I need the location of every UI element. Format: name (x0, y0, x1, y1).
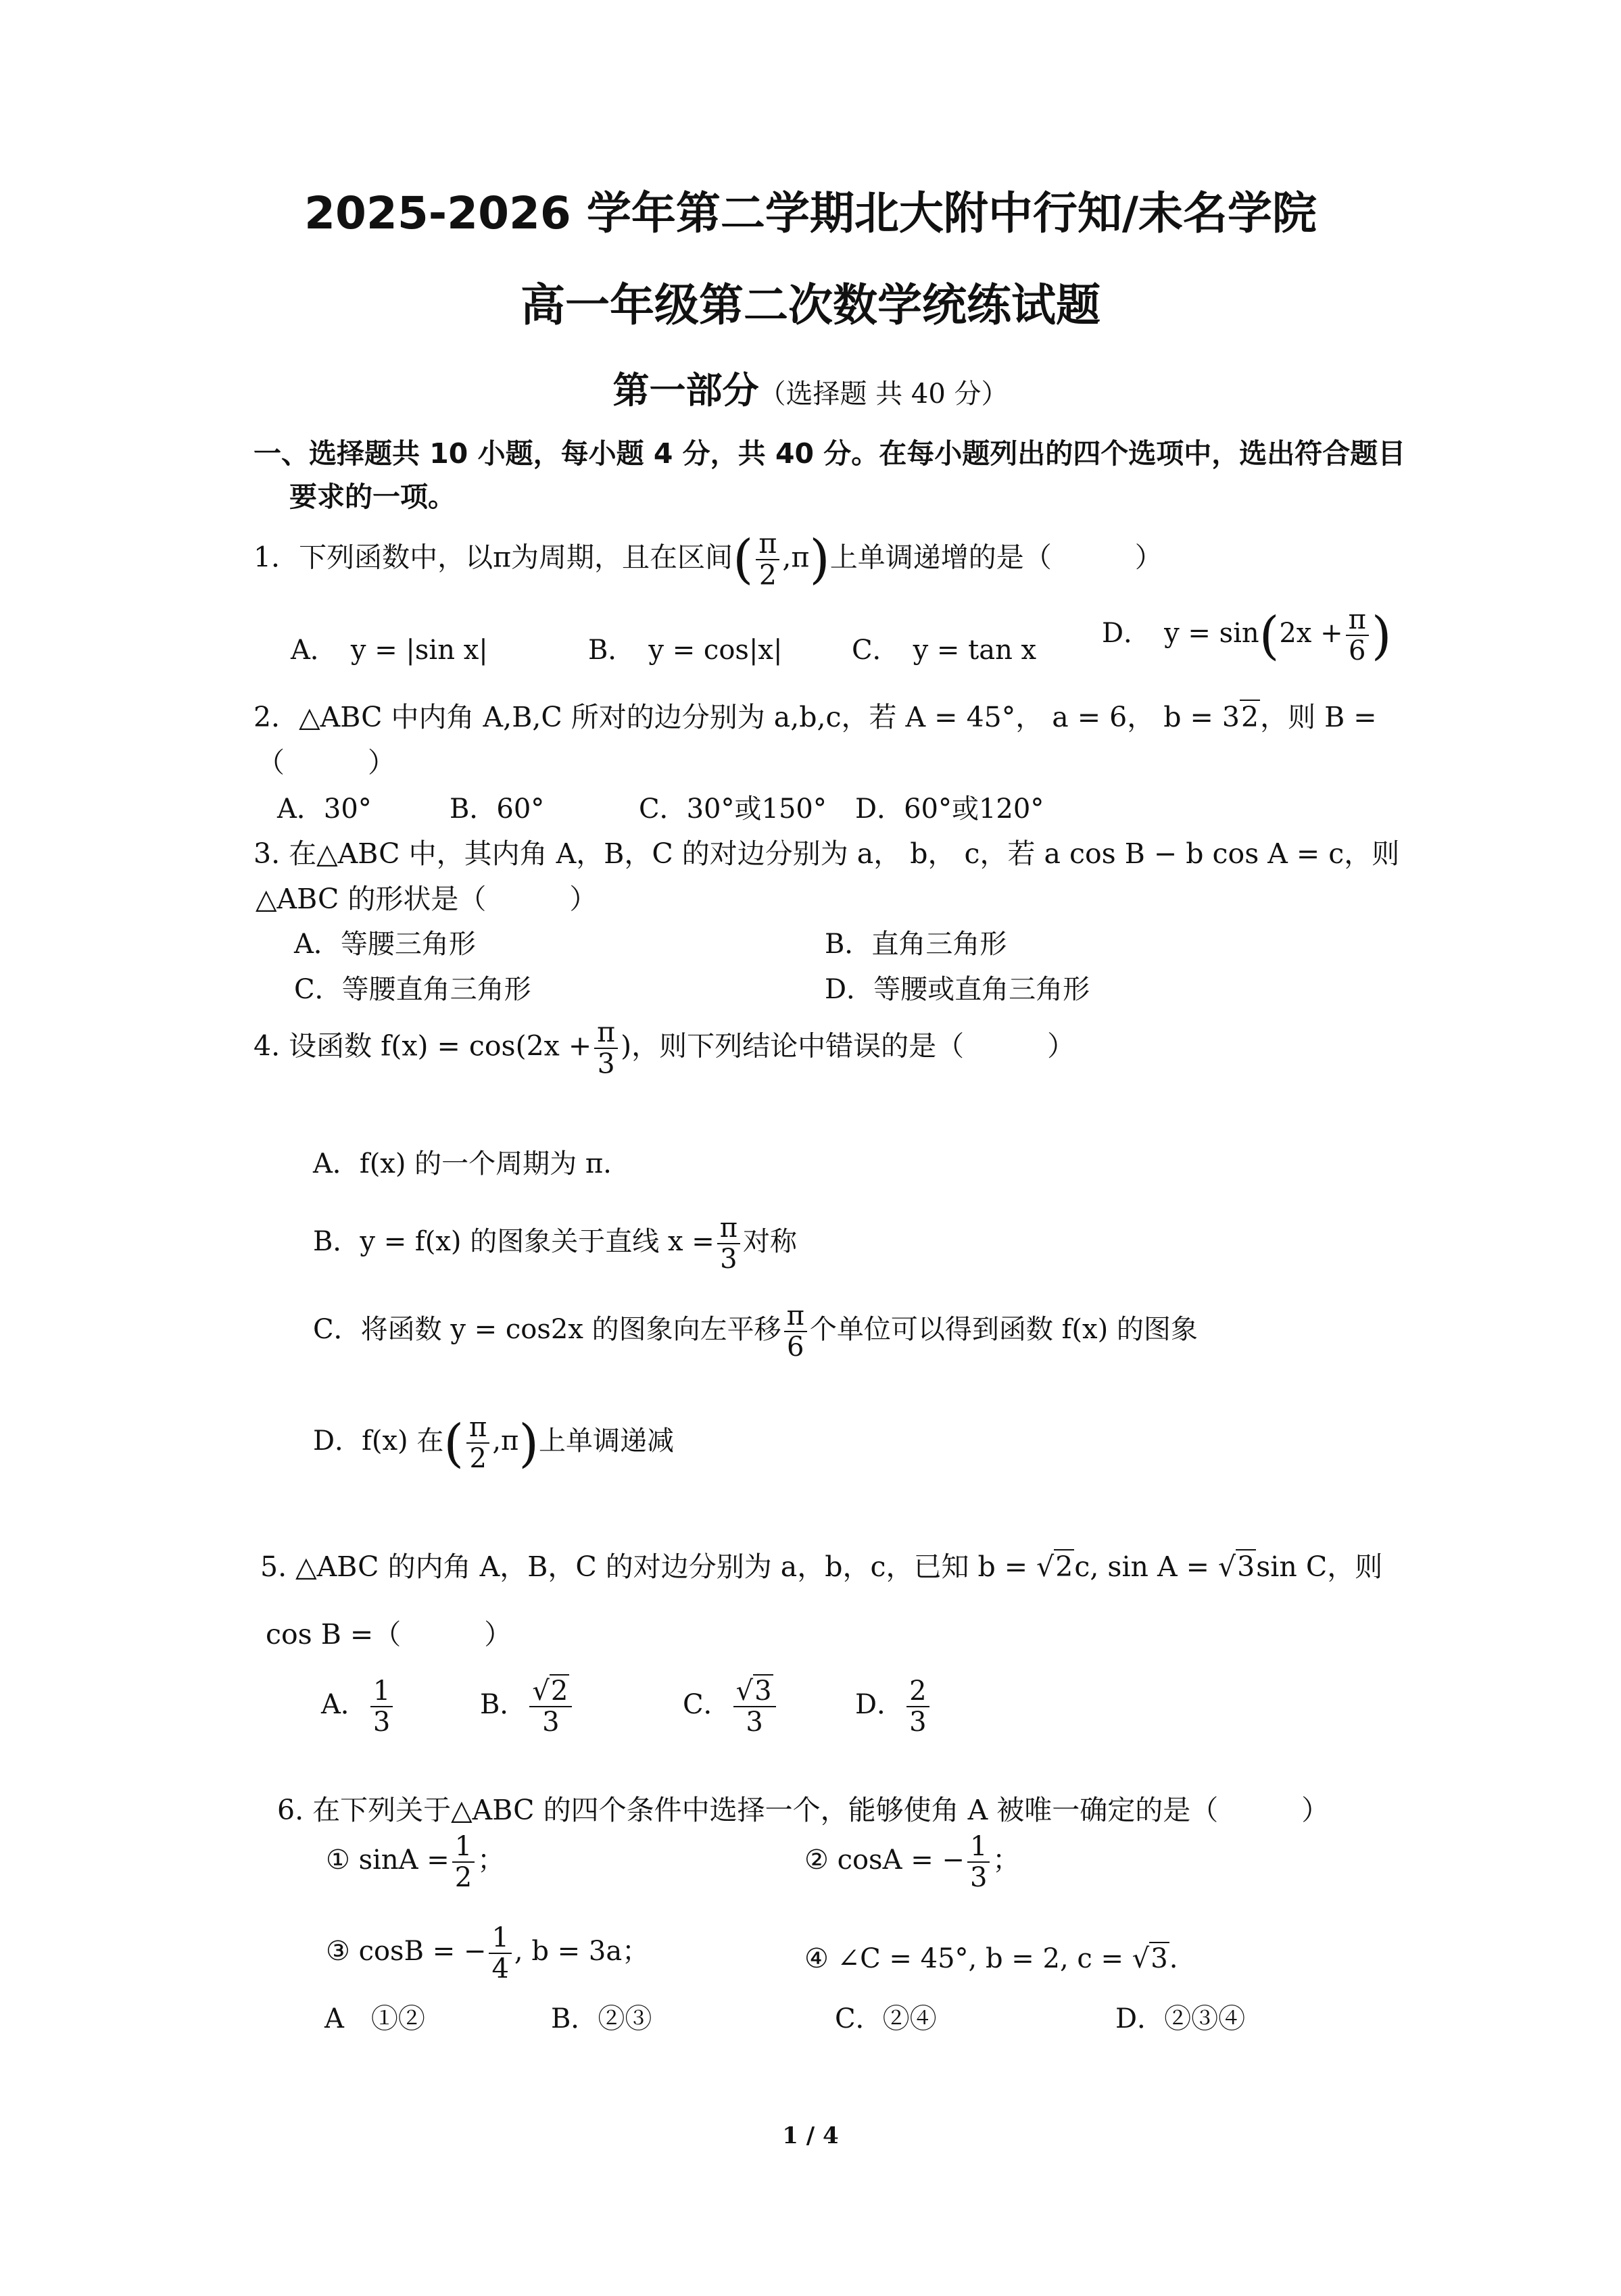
q1-option-d-fraction (1346, 605, 1369, 666)
q1-option-d-expr: 2x + (1279, 618, 1343, 649)
q5-option-a[interactable] (321, 1676, 395, 1737)
q6-option-a[interactable]: A ①② (324, 2003, 425, 2034)
q6-c3-den: 4 (491, 1953, 509, 1984)
q4-option-d-post: 上单调递减 (538, 1425, 674, 1457)
q5-option-a-num: 1 (370, 1676, 393, 1707)
q6-condition-4 (804, 1943, 1178, 1974)
question-5-line2: cos B =（ ） (266, 1618, 512, 1651)
q5-option-d-den: 3 (909, 1707, 927, 1738)
q6-option-d[interactable]: D．②③④ (1115, 2003, 1246, 2034)
question-6: 6. 在下列关于△ABC 的四个条件中选择一个，能够使角 A 被唯一确定的是（ ） (277, 1794, 1330, 1826)
q6-condition-2 (804, 1832, 1019, 1892)
q5-option-d-label: D． (855, 1689, 904, 1720)
q5-sqrt2-sign: √ (1218, 1550, 1236, 1583)
q1-option-d-num: π (1346, 605, 1369, 636)
q1-interval-den: 2 (758, 559, 777, 592)
q5-option-b-num-wrap: √2 (529, 1676, 572, 1707)
q6-condition-3 (326, 1923, 649, 1984)
q4-option-b-num: π (717, 1213, 740, 1244)
q1-option-d-open: ( (1259, 605, 1280, 666)
q2-text-a: 2．△ABC 中内角 A,B,C 所对的边分别为 a,b,c，若 A = 45°， a = 6， b = 3 (253, 701, 1240, 733)
question-3-line1: 3. 在△ABC 中，其内角 A，B，C 的对边分别为 a， b， c，若 a cos B − b cos A = c，则 (253, 837, 1400, 870)
q6-c4-sqrt: 3 (1151, 1943, 1168, 1974)
q5-option-c-num-wrap: √3 (733, 1676, 776, 1707)
question-3-line2: △ABC 的形状是（ ） (256, 883, 598, 915)
question-1 (253, 529, 1163, 591)
q1-option-d-den: 6 (1349, 635, 1366, 666)
q4-option-b-den: 3 (720, 1244, 737, 1275)
q4-option-c-den: 6 (787, 1332, 804, 1363)
q4-option-d-open: ( (443, 1413, 464, 1473)
q1-option-a[interactable]: A． y = |sin x| (291, 635, 488, 666)
q1-text-pre: 1．下列函数中，以π为周期，且在区间 (253, 541, 733, 574)
q6-c4-pre: ④ ∠C = 45°, b = 2, c = (804, 1943, 1132, 1974)
q4-option-b-fraction (717, 1213, 740, 1274)
q6-c2-post: ； (992, 1845, 1020, 1876)
q3-option-c[interactable]: C．等腰直角三角形 (294, 974, 531, 1005)
q6-c1-pre: ① sinA = (326, 1845, 450, 1876)
q4-option-c-pre: C．将函数 y = cos2x 的图象向左平移 (313, 1314, 781, 1345)
part-note: （选择题 共 40 分） (758, 378, 1009, 410)
question-5 (260, 1544, 1382, 1584)
part-title: 第一部分 (612, 369, 759, 412)
q1-interval-fraction (756, 529, 779, 591)
q5-sqrt2: 3 (1237, 1550, 1255, 1583)
q6-condition-1 (326, 1832, 504, 1892)
q4-option-c-num: π (784, 1301, 807, 1332)
q5-option-c[interactable] (683, 1676, 779, 1737)
q4-text-post: )，则下列结论中错误的是（ ） (621, 1029, 1075, 1062)
q5-option-a-den: 3 (372, 1707, 391, 1738)
q6-c3-fraction (489, 1923, 511, 1984)
q4-option-b-post: 对称 (743, 1226, 798, 1257)
q6-c1-den: 2 (454, 1862, 473, 1893)
q6-c2-den: 3 (969, 1862, 988, 1893)
q5-option-c-label: C． (683, 1689, 731, 1720)
section-instruction-line2: 要求的一项。 (289, 481, 456, 513)
q4-option-c-post: 个单位可以得到函数 f(x) 的图象 (809, 1314, 1198, 1345)
q4-num: π (594, 1017, 618, 1049)
q2-option-c[interactable]: C．30°或150° (639, 793, 827, 825)
q5-option-d[interactable] (855, 1676, 932, 1737)
q5-option-d-fraction (906, 1676, 929, 1737)
q6-c2-fraction (967, 1832, 990, 1892)
q1-option-d-close: ) (1371, 605, 1392, 666)
q5-text-post: sin C，则 (1256, 1550, 1383, 1583)
q4-option-d-fraction (466, 1413, 489, 1473)
q5-option-b[interactable] (480, 1676, 575, 1737)
q6-c2-pre: ② cosA = − (804, 1845, 965, 1876)
q4-option-d-close: ) (518, 1413, 539, 1473)
q4-fraction (594, 1017, 618, 1079)
q5-sqrt1: 2 (1055, 1550, 1073, 1583)
q1-option-c[interactable]: C． y = tan x (852, 635, 1037, 666)
q5-option-b-num: 2 (550, 1676, 568, 1707)
q5-option-a-label: A． (321, 1689, 368, 1720)
q4-option-d-num: π (466, 1413, 489, 1444)
q1-interval-close: ) (809, 529, 830, 591)
q5-text-pre: 5. △ABC 的内角 A，B，C 的对边分别为 a，b，c，已知 b = (260, 1550, 1037, 1583)
q3-option-b[interactable]: B．直角三角形 (825, 929, 1007, 960)
q6-c3-num: 1 (489, 1923, 511, 1954)
q6-option-c[interactable]: C．②④ (835, 2003, 937, 2034)
q6-c1-post: ； (477, 1845, 505, 1876)
section-instruction-line1: 一、选择题共 10 小题，每小题 4 分，共 40 分。在每小题列出的四个选项中，选出符合题目 (253, 437, 1406, 470)
q1-interval-open: ( (733, 529, 754, 591)
page-number: 1 / 4 (782, 2122, 839, 2149)
q6-c3-pre: ③ cosB = − (326, 1936, 487, 1967)
q2-option-d[interactable]: D．60°或120° (855, 793, 1044, 825)
q2-sqrt: 2 (1241, 701, 1259, 733)
q4-option-d-tail: ,π (492, 1425, 519, 1457)
q5-sqrt1-sign: √ (1036, 1550, 1055, 1583)
q5-option-c-fraction (733, 1676, 776, 1737)
question-2 (253, 695, 1377, 735)
q5-option-c-den: 3 (746, 1707, 763, 1738)
q5-option-a-fraction (370, 1676, 393, 1737)
question-4 (253, 1017, 1075, 1079)
q4-option-d-den: 2 (469, 1443, 487, 1474)
q5-text-mid: c, sin A = (1074, 1550, 1219, 1583)
q1-option-d-pre: D． y = sin (1102, 618, 1259, 649)
q1-interval-tail: ,π (782, 541, 810, 574)
q1-option-d[interactable] (1102, 605, 1392, 666)
exam-title-line2: 高一年级第二次数学统练试题 (521, 279, 1100, 331)
q3-option-a[interactable]: A．等腰三角形 (294, 929, 476, 960)
q4-den: 3 (597, 1048, 615, 1081)
q4-option-a[interactable]: A．f(x) 的一个周期为 π. (313, 1148, 612, 1179)
q1-text-post: 上单调递增的是（ ） (829, 541, 1163, 574)
q6-c2-num: 1 (967, 1832, 990, 1863)
q3-option-d[interactable]: D．等腰或直角三角形 (825, 974, 1090, 1005)
q6-option-b[interactable]: B．②③ (551, 2003, 652, 2034)
q6-c1-fraction (452, 1832, 475, 1892)
q2-text-b: ，则 B = (1260, 701, 1377, 733)
q5-option-b-den: 3 (542, 1707, 560, 1738)
q5-option-d-num: 2 (906, 1676, 929, 1707)
q1-interval-num: π (756, 529, 779, 560)
q5-option-b-fraction (529, 1676, 572, 1737)
q1-option-b[interactable]: B． y = cos|x| (588, 635, 783, 666)
exam-title-line1: 2025-2026 学年第二学期北大附中行知/未名学院 (304, 187, 1317, 239)
q4-option-c-fraction (784, 1301, 807, 1362)
q6-c3-post: , b = 3a； (514, 1936, 650, 1967)
q4-option-d-pre: D．f(x) 在 (313, 1425, 444, 1457)
q4-option-c[interactable] (313, 1301, 1198, 1362)
q6-c1-num: 1 (452, 1832, 475, 1863)
q5-option-c-num: 3 (754, 1676, 772, 1707)
q4-option-b[interactable] (313, 1213, 797, 1274)
part-heading (0, 362, 1621, 414)
q2-option-a[interactable]: A．30° (277, 793, 372, 825)
q4-text-pre: 4. 设函数 f(x) = cos(2x + (253, 1029, 592, 1062)
q6-c4-post: . (1169, 1943, 1178, 1974)
q2-option-b[interactable]: B．60° (450, 793, 545, 825)
q6-c4-sqrt-sign: √ (1132, 1943, 1150, 1974)
q5-option-b-label: B． (480, 1689, 527, 1720)
q4-option-d[interactable] (313, 1413, 674, 1473)
q2-answer-paren: （ ） (257, 746, 395, 779)
q4-option-b-pre: B．y = f(x) 的图象关于直线 x = (313, 1226, 715, 1257)
